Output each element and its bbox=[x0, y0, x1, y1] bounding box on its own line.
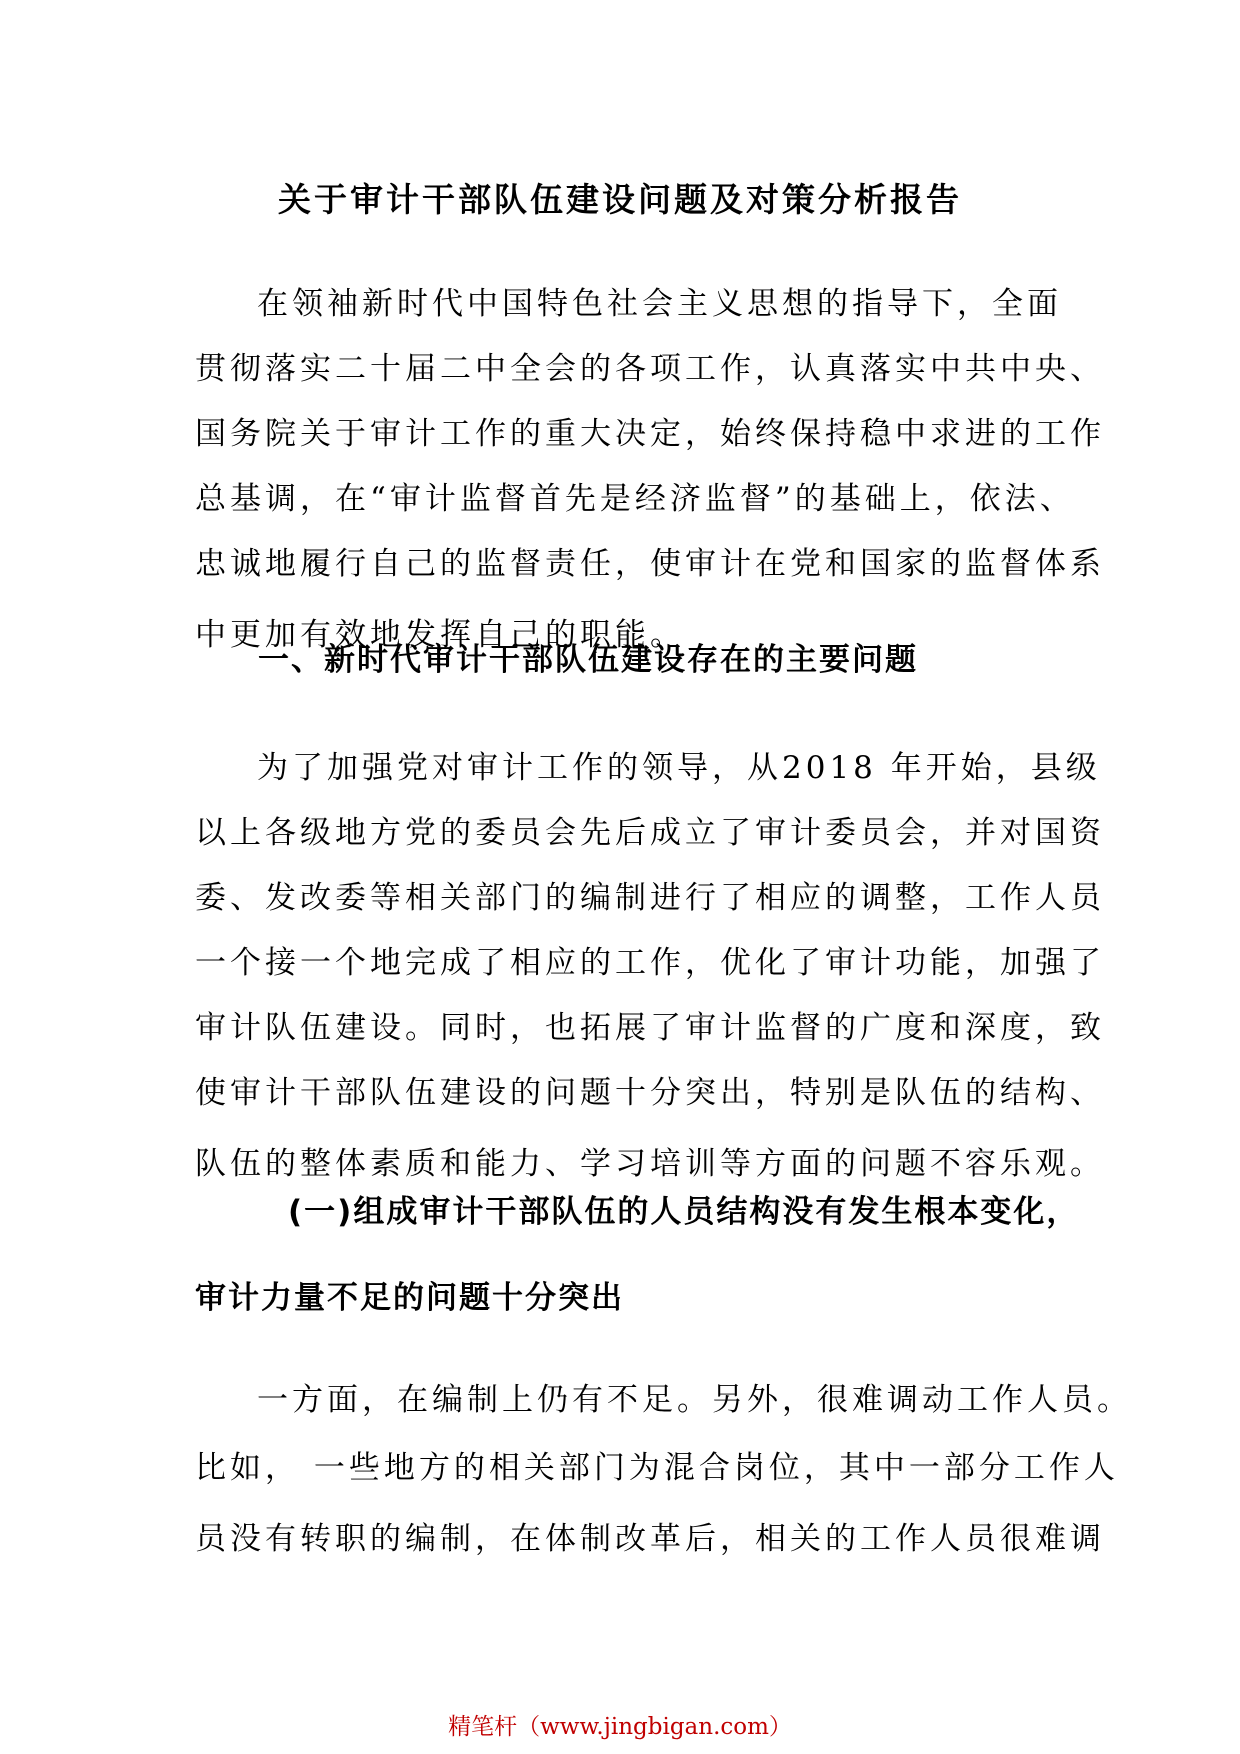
document-title: 关于审计干部队伍建设问题及对策分析报告 bbox=[278, 180, 962, 219]
subsection1-line: 比如， 一些地方的相关部门为混合岗位，其中一部分工作人 bbox=[195, 1450, 1119, 1486]
subsection1-paragraph bbox=[195, 1368, 1132, 1572]
intro-line: 国务院关于审计工作的重大决定，始终保持稳中求进的工作 bbox=[195, 416, 1105, 452]
intro-paragraph bbox=[195, 272, 1105, 668]
intro-line: 在领袖新时代中国特色社会主义思想的指导下，全面 bbox=[257, 286, 1062, 322]
intro-line: 中更加有效地发挥自己的职能。 bbox=[195, 617, 685, 653]
footer-watermark bbox=[0, 1712, 1240, 1742]
section1-line: 队伍的整体素质和能力、学习培训等方面的问题不容乐观。 bbox=[195, 1146, 1105, 1182]
section1-line: 一个接一个地完成了相应的工作，优化了审计功能，加强了 bbox=[195, 945, 1105, 981]
section1-line: 为了加强党对审计工作的领导，从2018 年开始，县级 bbox=[257, 750, 1101, 786]
intro-line: 总基调，在“审计监督首先是经济监督”的基础上，依法、 bbox=[195, 481, 1075, 517]
footer-url[interactable]: （www.jingbigan.com） bbox=[517, 1714, 792, 1740]
section1-line: 以上各级地方党的委员会先后成立了审计委员会，并对国资 bbox=[195, 815, 1105, 851]
section1-line: 使审计干部队伍建设的问题十分突出，特别是队伍的结构、 bbox=[195, 1075, 1105, 1111]
subheading-1-line-1: (一)组成审计干部队伍的人员结构没有发生根本变化， bbox=[288, 1194, 1080, 1230]
section1-line: 审计队伍建设。同时，也拓展了审计监督的广度和深度，致 bbox=[195, 1010, 1105, 1046]
section1-paragraph bbox=[195, 736, 1105, 1197]
subsection1-line: 一方面，在编制上仍有不足。另外，很难调动工作人员。 bbox=[257, 1382, 1132, 1418]
footer-brand: 精笔杆 bbox=[448, 1714, 518, 1740]
intro-line: 忠诚地履行自己的监督责任，使审计在党和国家的监督体系 bbox=[195, 546, 1105, 582]
section-heading-1: 一、新时代审计干部队伍建设存在的主要问题 bbox=[258, 642, 918, 678]
subheading-1-line-2: 审计力量不足的问题十分突出 bbox=[195, 1280, 624, 1316]
section1-line: 委、发改委等相关部门的编制进行了相应的调整，工作人员 bbox=[195, 880, 1105, 916]
subsection1-line: 员没有转职的编制，在体制改革后，相关的工作人员很难调 bbox=[195, 1521, 1105, 1557]
intro-line: 贯彻落实二十届二中全会的各项工作，认真落实中共中央、 bbox=[195, 351, 1105, 387]
